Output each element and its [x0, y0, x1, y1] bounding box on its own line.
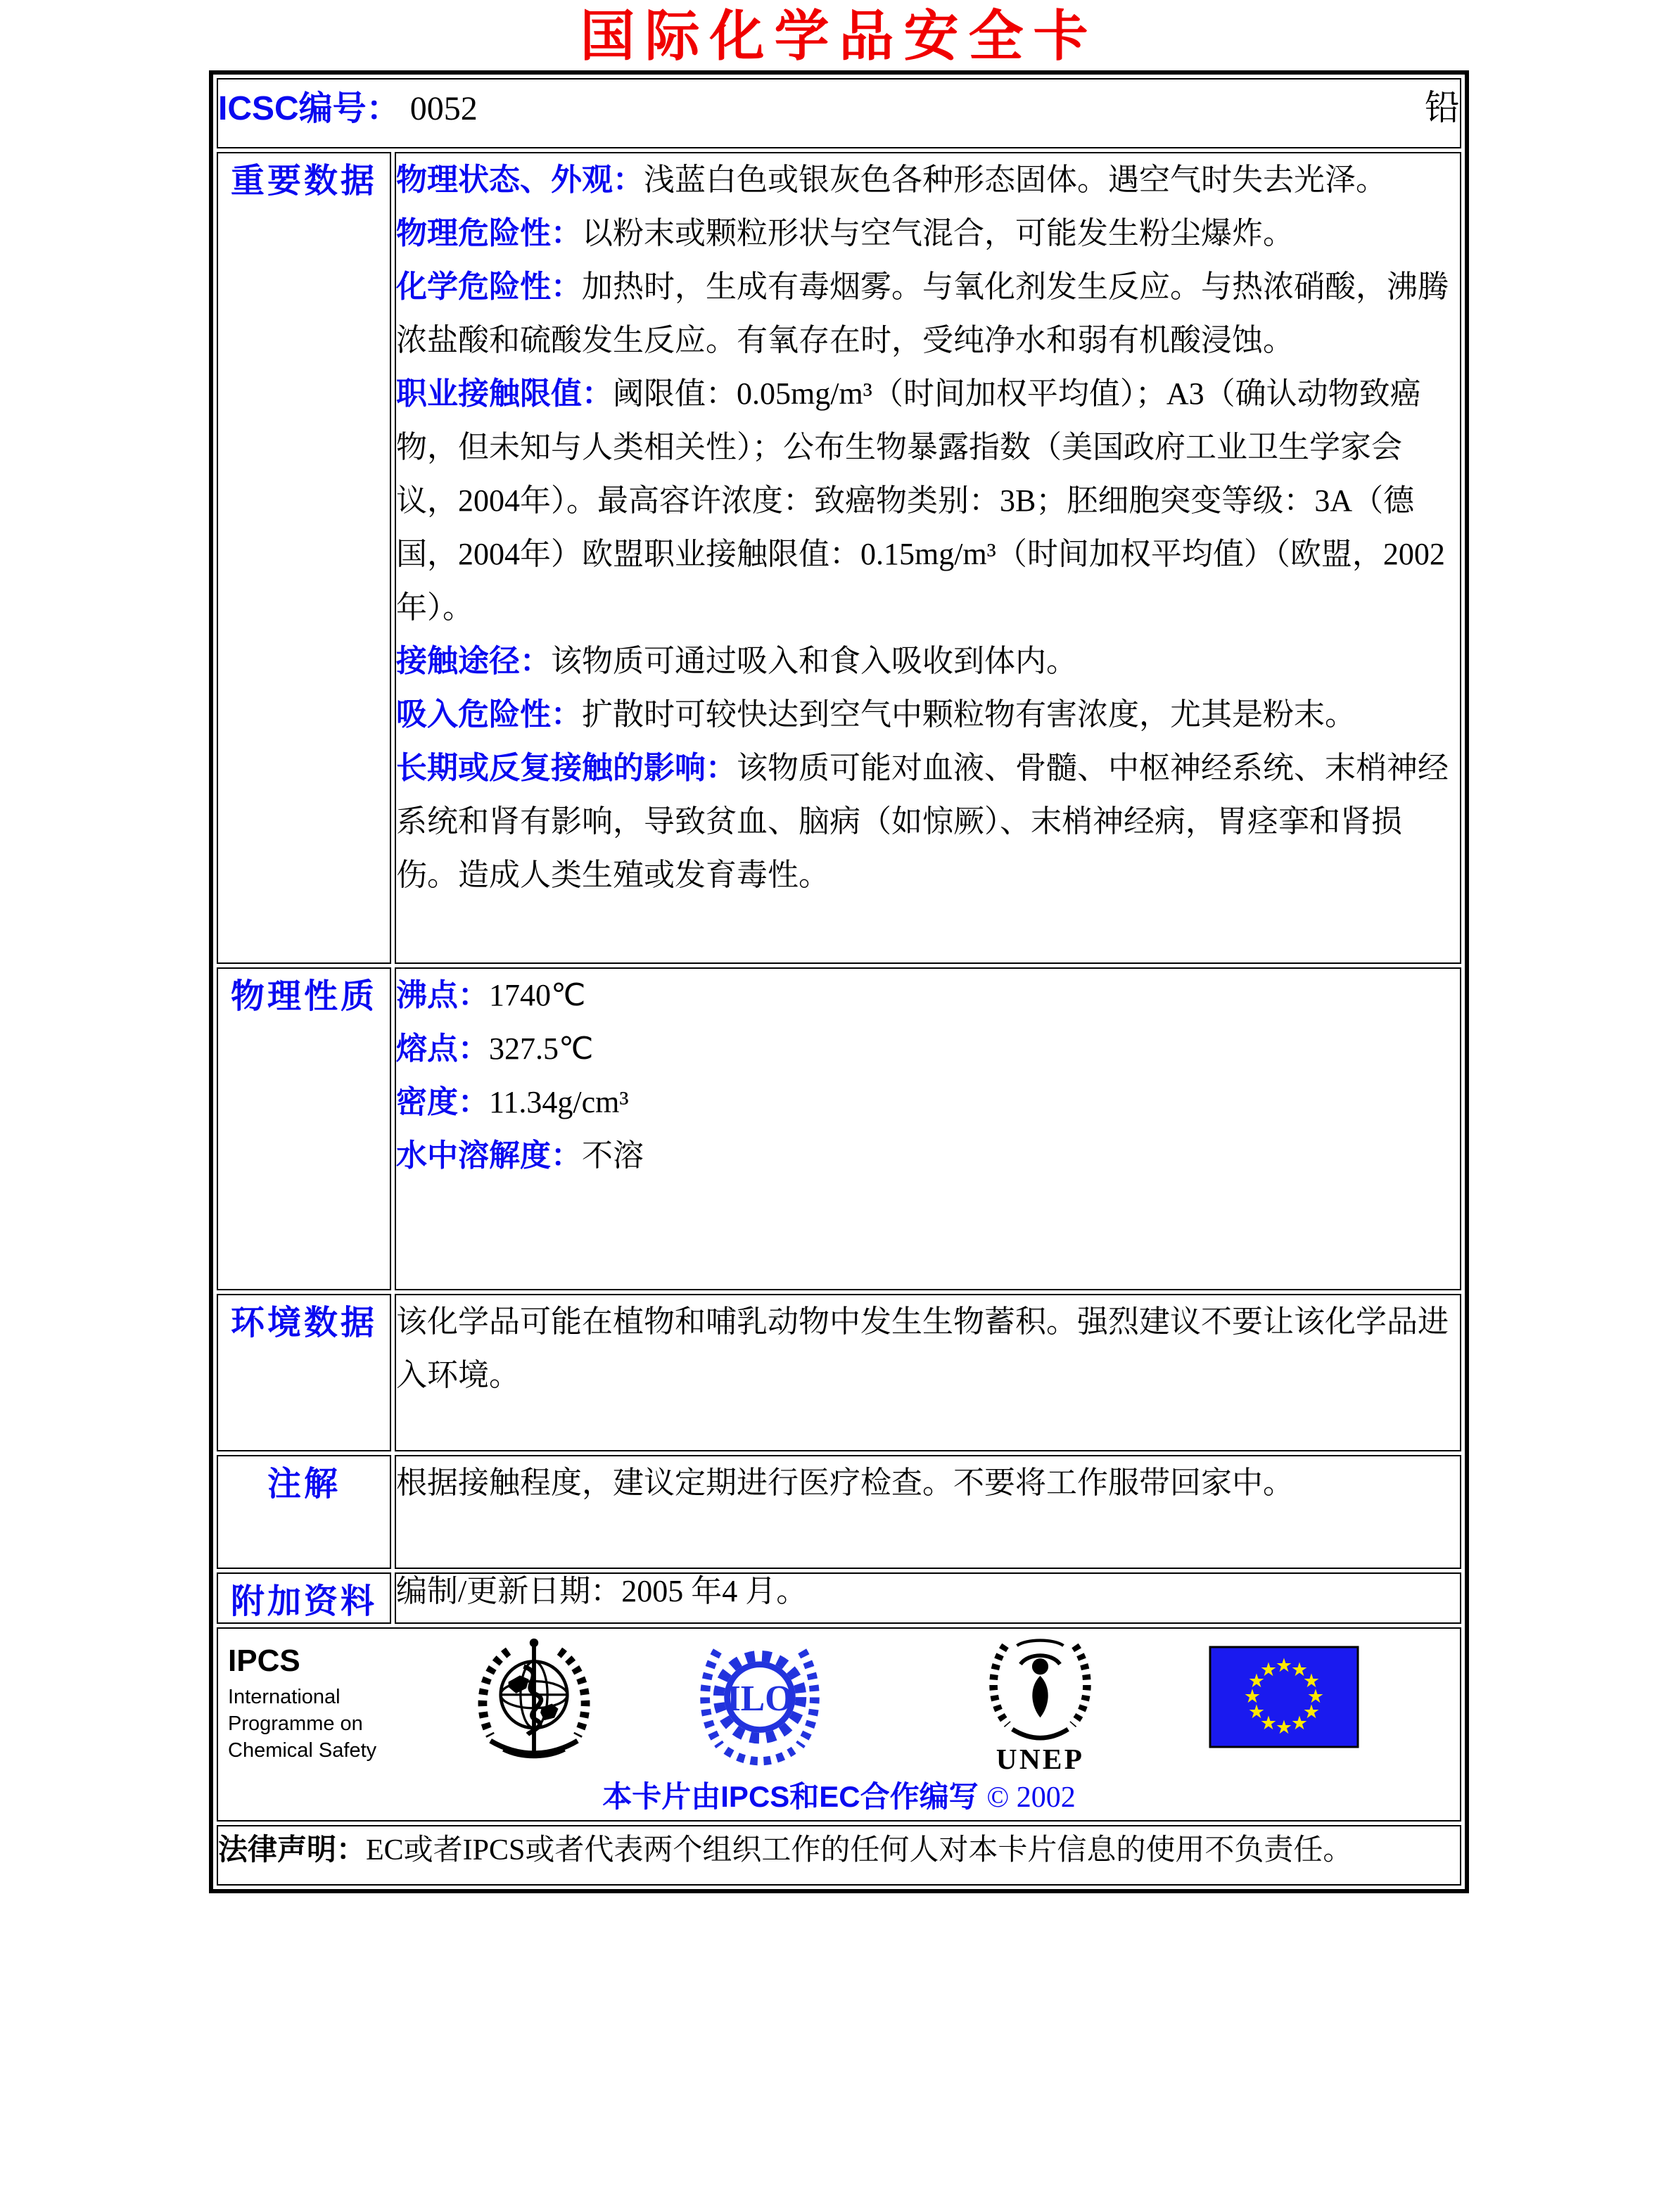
entry-exposure-limits: 职业接触限值：阈限值：0.05mg/m³（时间加权平均值）；A3（确认动物致癌物，但未知与人类相关性）；公布生物暴露指数（美国政府工业卫生学家会议，2004年）。最高容许浓度：致癌物类别：3B；胚细胞突变等级：3A（德国，2004年）欧盟职业接触限值：0.15mg/m³（时间加权平均值）（欧盟，2002年）。 — [396, 376, 1445, 625]
who-logo-icon — [470, 1633, 598, 1767]
chemical-name: 铅 — [1425, 88, 1460, 127]
additional-info-content — [395, 1572, 1461, 1624]
physical-properties-row — [217, 967, 1461, 1290]
additional-info-row — [217, 1572, 1461, 1624]
entry-water-solubility: 水中溶解度：不溶 — [396, 1138, 644, 1173]
notes-text: 根据接触程度，建议定期进行医疗检查。不要将工作服带回家中。 — [396, 1466, 1294, 1500]
row-label-additional-info: 附加资料 — [217, 1572, 391, 1624]
legal-notice-text: EC或者IPCS或者代表两个组织工作的任何人对本卡片信息的使用不负责任。 — [366, 1834, 1353, 1867]
header-cell — [217, 78, 1461, 148]
svg-text:★: ★ — [1247, 1670, 1266, 1692]
ipcs-text-block: IPCS International Programme on Chemical Safety — [228, 1644, 377, 1762]
svg-text:★: ★ — [1290, 1712, 1309, 1734]
icsc-number-value: 0052 — [409, 89, 478, 127]
ilo-logo-icon — [699, 1632, 820, 1772]
cooperation-caption: 本卡片由IPCS和EC合作编写 © 2002 — [602, 1780, 1076, 1814]
page-title: 国际化学品安全卡 — [580, 6, 1098, 67]
important-data-row — [217, 152, 1461, 964]
row-label-notes: 注解 — [217, 1455, 391, 1569]
revision-date-text: 编制/更新日期：2005 年4 月。 — [396, 1574, 808, 1608]
svg-text:★: ★ — [1243, 1686, 1261, 1708]
environmental-data-content — [395, 1294, 1461, 1451]
svg-text:★: ★ — [1302, 1701, 1321, 1723]
legal-row — [217, 1825, 1461, 1886]
svg-text:★: ★ — [1306, 1686, 1325, 1708]
entry-exposure-routes: 接触途径：该物质可通过吸入和食入吸收到体内。 — [396, 644, 1077, 678]
row-label-important-data: 重要数据 — [217, 152, 391, 964]
ilo-letters: ILO — [726, 1679, 794, 1720]
entry-boiling-point: 沸点：1740℃ — [396, 978, 586, 1012]
important-data-content — [395, 152, 1461, 964]
icsc-card-table — [209, 70, 1469, 1893]
logos-row — [217, 1627, 1461, 1822]
unep-logo-icon — [982, 1632, 1098, 1776]
svg-text:★: ★ — [1290, 1659, 1309, 1681]
environmental-data-text: 该化学品可能在植物和哺乳动物中发生生物蓄积。强烈建议不要让该化学品进入环境。 — [396, 1304, 1449, 1392]
entry-long-term-effects: 长期或反复接触的影响：该物质可能对血液、骨髓、中枢神经系统、末梢神经系统和肾有影响，导致贫血、脑病（如惊厥）、末梢神经病，胃痉挛和肾损伤。造成人类生殖或发育毒性。 — [396, 751, 1449, 892]
entry-melting-point: 熔点：327.5℃ — [396, 1031, 594, 1066]
svg-text:★: ★ — [1247, 1701, 1266, 1723]
copyright-year: © 2002 — [986, 1781, 1076, 1814]
logos-cell — [217, 1627, 1461, 1822]
legal-notice-label: 法律声明： — [218, 1833, 367, 1866]
notes-content — [395, 1455, 1461, 1569]
entry-physical-state: 物理状态、外观：浅蓝白色或银灰色各种形态固体。遇空气时失去光泽。 — [396, 163, 1387, 197]
row-label-physical-properties: 物理性质 — [217, 967, 391, 1290]
entry-physical-hazard: 物理危险性：以粉末或颗粒形状与空气混合，可能发生粉尘爆炸。 — [396, 216, 1294, 250]
logos-strip — [218, 1629, 1460, 1775]
svg-text:★: ★ — [1275, 1717, 1293, 1739]
header-row — [217, 78, 1461, 148]
physical-properties-content — [395, 967, 1461, 1290]
entry-chemical-hazard: 化学危险性：加热时，生成有毒烟雾。与氧化剂发生反应。与热浓硝酸，沸腾浓盐酸和硫酸发生反应。有氧存在时，受纯净水和弱有机酸浸蚀。 — [396, 269, 1449, 357]
ipcs-acronym: IPCS — [228, 1644, 300, 1678]
unep-letters: UNEP — [996, 1742, 1085, 1775]
svg-text:★: ★ — [1259, 1712, 1278, 1734]
svg-text:★: ★ — [1302, 1670, 1321, 1692]
entry-density: 密度：11.34g/cm³ — [396, 1085, 629, 1119]
environmental-data-row — [217, 1294, 1461, 1451]
row-label-environmental-data: 环境数据 — [217, 1294, 391, 1451]
icsc-number-label: ICSC编号： — [218, 89, 400, 127]
eu-flag-icon — [1209, 1646, 1359, 1748]
icsc-number-group — [218, 81, 478, 129]
svg-text:★: ★ — [1259, 1659, 1278, 1681]
notes-row — [217, 1455, 1461, 1569]
entry-inhalation-risk: 吸入危险性：扩散时可较快达到空气中颗粒物有害浓度，尤其是粉末。 — [396, 697, 1356, 732]
svg-text:★: ★ — [1275, 1655, 1293, 1677]
legal-notice-cell — [217, 1825, 1461, 1886]
